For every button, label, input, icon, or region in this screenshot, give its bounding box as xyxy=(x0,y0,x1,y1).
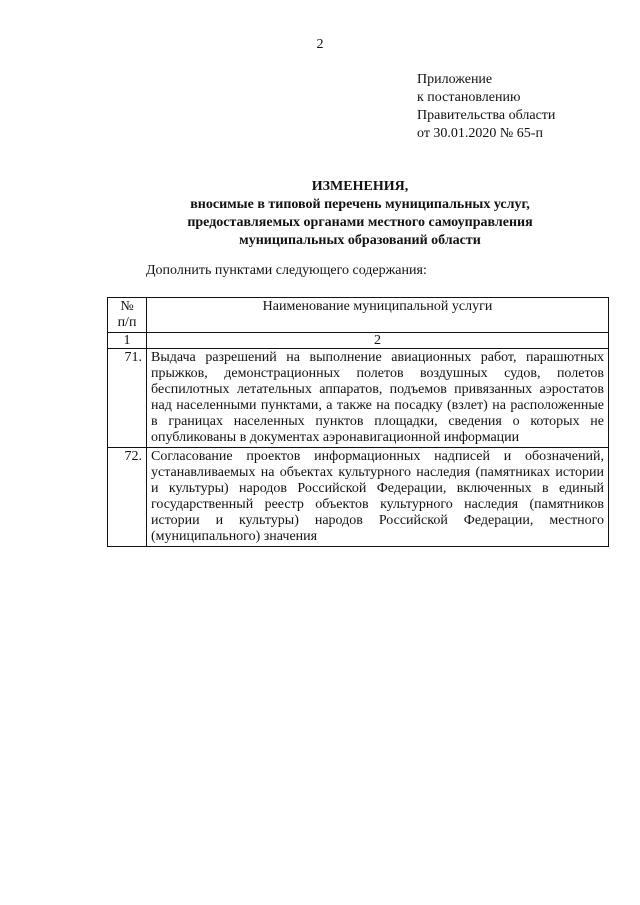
appendix-line: от 30.01.2020 № 65-п xyxy=(417,126,543,141)
appendix-line: к постановлению xyxy=(417,90,521,105)
row-service-name: Согласование проектов информационных надписей и обозначений, устанавливаемых на объектах культурного наследия (памятниках истории и культуры) народов Российской Федерации, включенных в единый государственный реестр объектов культурного наследия (памятников истории и культуры) народов Российской Федерации, местного (муниципального) значения xyxy=(147,448,609,547)
intro-text: Дополнить пунктами следующего содержания: xyxy=(146,263,427,278)
row-service-name: Выдача разрешений на выполнение авиационных работ, парашютных прыжков, демонстрационных полетов воздушных судов, полетов беспилотных летательных аппаратов, подъемов привязанных аэростатов над населенными пунктами, а также на посадку (взлет) на расположенные в границах населенных пунктов площадки, сведения о которых не опубликованы в документах аэронавигационной информации xyxy=(147,349,609,448)
table-header-row xyxy=(108,298,609,333)
index-cell: 1 xyxy=(108,333,147,349)
header-number-abbr: п/п xyxy=(117,315,137,330)
heading-line: вносимые в типовой перечень муниципальных услуг, xyxy=(190,197,530,212)
table-row xyxy=(108,448,609,547)
header-name-cell: Наименование муниципальной услуги xyxy=(147,298,609,333)
appendix-line: Приложение xyxy=(417,72,493,87)
appendix-line: Правительства области xyxy=(417,108,556,123)
appendix-block xyxy=(417,71,632,143)
index-cell: 2 xyxy=(147,333,609,349)
page-number: 2 xyxy=(316,37,324,52)
table-row xyxy=(108,349,609,448)
services-table xyxy=(107,297,609,547)
row-number: 72. xyxy=(108,448,147,547)
document-heading xyxy=(100,178,620,250)
heading-line: предоставляемых органами местного самоуправления xyxy=(187,215,533,230)
row-number: 71. xyxy=(108,349,147,448)
heading-title: ИЗМЕНЕНИЯ, xyxy=(311,179,409,194)
header-number-cell xyxy=(108,298,147,333)
header-number-sign: № xyxy=(120,299,134,314)
table-index-row xyxy=(108,333,609,349)
heading-line: муниципальных образований области xyxy=(239,233,481,248)
